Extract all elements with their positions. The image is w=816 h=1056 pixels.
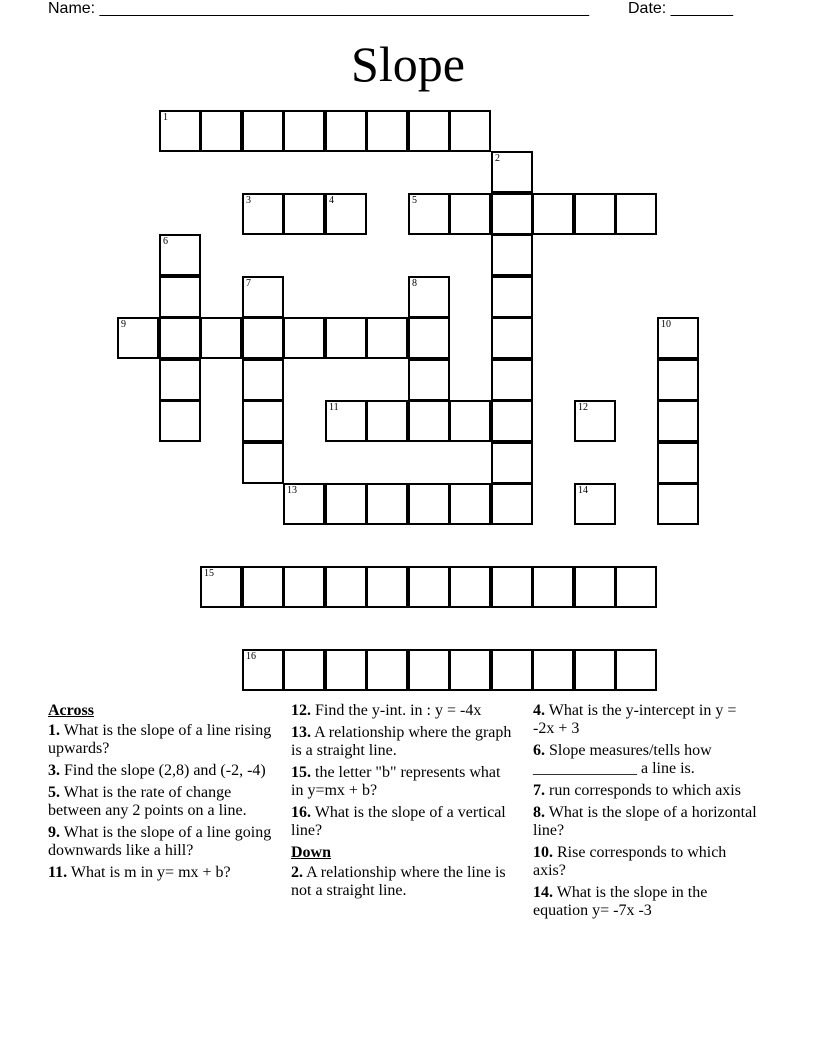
clue-item-number: 1.: [48, 722, 60, 739]
clue-item-text: What is the rate of change between any 2 points on a line.: [48, 784, 247, 819]
grid-cell[interactable]: [574, 400, 616, 442]
grid-cell[interactable]: [574, 483, 616, 525]
clue-item-text: run corresponds to which axis: [545, 782, 741, 799]
clue-item-number: 13.: [291, 724, 311, 741]
clue-item-text: Find the slope (2,8) and (-2, -4): [60, 762, 266, 779]
across-heading: Across: [48, 702, 94, 719]
clue-number: 4: [329, 195, 334, 206]
clues-column-2: [291, 702, 516, 904]
clue-item-number: 4.: [533, 702, 545, 719]
grid-cell[interactable]: [200, 110, 242, 152]
clue-item-text: A relationship where the line is not a straight line.: [291, 864, 506, 899]
clue-item: [533, 742, 758, 778]
grid-cell[interactable]: [408, 276, 450, 318]
grid-cell[interactable]: [242, 359, 284, 401]
grid-cell[interactable]: [242, 317, 284, 359]
grid-cell[interactable]: [408, 193, 450, 235]
clue-item: [291, 724, 516, 760]
clue-number: 8: [412, 278, 417, 289]
grid-cell[interactable]: [491, 193, 533, 235]
clue-item: [48, 784, 273, 820]
grid-cell[interactable]: [615, 193, 657, 235]
clue-number: 15: [204, 568, 214, 579]
clue-number: 16: [246, 651, 256, 662]
grid-cell[interactable]: [242, 442, 284, 484]
clue-item-text: What is the y-intercept in y = -2x + 3: [533, 702, 737, 737]
clue-item-number: 2.: [291, 864, 303, 881]
grid-cell[interactable]: [159, 359, 201, 401]
clue-item: [533, 782, 758, 800]
grid-cell[interactable]: [532, 649, 574, 691]
grid-cell[interactable]: [408, 566, 450, 608]
clue-item: [533, 804, 758, 840]
grid-cell[interactable]: [449, 110, 491, 152]
clue-number: 9: [121, 319, 126, 330]
clue-item: [533, 884, 758, 920]
grid-cell[interactable]: [615, 649, 657, 691]
clue-item-number: 9.: [48, 824, 60, 841]
grid-cell[interactable]: [242, 566, 284, 608]
clue-item-number: 14.: [533, 884, 553, 901]
grid-cell[interactable]: [491, 276, 533, 318]
grid-cell[interactable]: [283, 110, 325, 152]
clue-number: 5: [412, 195, 417, 206]
grid-cell[interactable]: [283, 317, 325, 359]
down-heading: Down: [291, 844, 332, 861]
grid-cell[interactable]: [325, 193, 367, 235]
clue-item: [291, 702, 516, 720]
clue-item-number: 6.: [533, 742, 545, 759]
grid-cell[interactable]: [574, 649, 616, 691]
grid-cell[interactable]: [574, 566, 616, 608]
grid-cell[interactable]: [449, 193, 491, 235]
clue-item: [533, 844, 758, 880]
clue-item-text: A relationship where the graph is a straight line.: [291, 724, 512, 759]
grid-cell[interactable]: [532, 193, 574, 235]
clue-item: [48, 722, 273, 758]
grid-cell[interactable]: [449, 566, 491, 608]
clue-item-text: What is the slope in the equation y= -7x -3: [533, 884, 708, 919]
grid-cell[interactable]: [366, 400, 408, 442]
grid-cell[interactable]: [491, 359, 533, 401]
grid-cell[interactable]: [491, 151, 533, 193]
grid-cell[interactable]: [657, 400, 699, 442]
grid-cell[interactable]: [325, 566, 367, 608]
clue-item: [48, 824, 273, 860]
grid-cell[interactable]: [200, 317, 242, 359]
grid-cell[interactable]: [615, 566, 657, 608]
grid-cell[interactable]: [366, 110, 408, 152]
clue-item-text: What is m in y= mx + b?: [67, 864, 231, 881]
grid-cell[interactable]: [657, 483, 699, 525]
clue-item-number: 12.: [291, 702, 311, 719]
clue-item: [291, 864, 516, 900]
clue-number: 3: [246, 195, 251, 206]
clue-item-number: 10.: [533, 844, 553, 861]
clue-item-text: the letter "b" represents what in y=mx + b?: [291, 764, 501, 799]
grid-cell[interactable]: [408, 400, 450, 442]
grid-cell[interactable]: [159, 276, 201, 318]
clue-item-text: Rise corresponds to which axis?: [533, 844, 727, 879]
grid-cell[interactable]: [408, 317, 450, 359]
clue-item: [48, 762, 273, 780]
clue-item-number: 16.: [291, 804, 311, 821]
clue-item-text: What is the slope of a line rising upwards?: [48, 722, 272, 757]
grid-cell[interactable]: [657, 442, 699, 484]
clue-item: [533, 702, 758, 738]
grid-cell[interactable]: [408, 649, 450, 691]
grid-cell[interactable]: [366, 566, 408, 608]
grid-cell[interactable]: [491, 400, 533, 442]
grid-cell[interactable]: [449, 649, 491, 691]
grid-cell[interactable]: [283, 193, 325, 235]
clues-column-1: [48, 702, 273, 886]
grid-cell[interactable]: [491, 649, 533, 691]
grid-cell[interactable]: [159, 400, 201, 442]
clue-item-number: 8.: [533, 804, 545, 821]
grid-cell[interactable]: [491, 566, 533, 608]
clue-item-text: Find the y-int. in : y = -4x: [311, 702, 482, 719]
clue-item-number: 15.: [291, 764, 311, 781]
clues-column-3: [533, 702, 758, 924]
grid-cell[interactable]: [408, 359, 450, 401]
grid-cell[interactable]: [325, 110, 367, 152]
grid-cell[interactable]: [242, 276, 284, 318]
grid-cell[interactable]: [491, 442, 533, 484]
grid-cell[interactable]: [408, 110, 450, 152]
grid-cell[interactable]: [283, 483, 325, 525]
grid-cell[interactable]: [242, 110, 284, 152]
grid-cell[interactable]: [242, 400, 284, 442]
grid-cell[interactable]: [491, 317, 533, 359]
clue-item: [291, 764, 516, 800]
clue-number: 12: [578, 402, 588, 413]
clue-item-text: What is the slope of a vertical line?: [291, 804, 506, 839]
clue-item-text: Slope measures/tells how _____________ a line is.: [533, 742, 712, 777]
grid-cell[interactable]: [657, 317, 699, 359]
grid-cell[interactable]: [325, 317, 367, 359]
clue-number: 11: [329, 402, 339, 413]
clue-number: 1: [163, 112, 168, 123]
grid-cell[interactable]: [325, 400, 367, 442]
grid-cell[interactable]: [657, 359, 699, 401]
grid-cell[interactable]: [325, 483, 367, 525]
grid-cell[interactable]: [159, 234, 201, 276]
grid-cell[interactable]: [366, 317, 408, 359]
grid-cell[interactable]: [200, 566, 242, 608]
grid-cell[interactable]: [283, 566, 325, 608]
name-field: Name: _______________________________________________________: [48, 0, 589, 17]
grid-cell[interactable]: [449, 400, 491, 442]
grid-cell[interactable]: [449, 483, 491, 525]
clue-number: 10: [661, 319, 671, 330]
clue-item: [291, 804, 516, 840]
grid-cell[interactable]: [408, 483, 450, 525]
clue-item-text: What is the slope of a horizontal line?: [533, 804, 757, 839]
grid-cell[interactable]: [325, 649, 367, 691]
clue-item-number: 11.: [48, 864, 68, 881]
grid-cell[interactable]: [574, 193, 616, 235]
clue-number: 2: [495, 153, 500, 164]
clue-item-number: 5.: [48, 784, 60, 801]
grid-cell[interactable]: [283, 649, 325, 691]
clue-item-number: 7.: [533, 782, 545, 799]
grid-cell[interactable]: [242, 649, 284, 691]
grid-cell[interactable]: [366, 649, 408, 691]
clue-number: 7: [246, 278, 251, 289]
clue-item: [48, 864, 273, 882]
grid-cell[interactable]: [242, 193, 284, 235]
grid-cell[interactable]: [159, 317, 201, 359]
grid-cell[interactable]: [159, 110, 201, 152]
clue-number: 13: [287, 485, 297, 496]
clue-number: 14: [578, 485, 588, 496]
clue-number: 6: [163, 236, 168, 247]
grid-cell[interactable]: [117, 317, 159, 359]
grid-cell[interactable]: [491, 483, 533, 525]
page-title: Slope: [351, 36, 465, 92]
grid-cell[interactable]: [366, 483, 408, 525]
date-field: Date: _______: [628, 0, 733, 17]
clue-item-number: 3.: [48, 762, 60, 779]
grid-cell[interactable]: [532, 566, 574, 608]
clue-item-text: What is the slope of a line going downwards like a hill?: [48, 824, 272, 859]
grid-cell[interactable]: [491, 234, 533, 276]
